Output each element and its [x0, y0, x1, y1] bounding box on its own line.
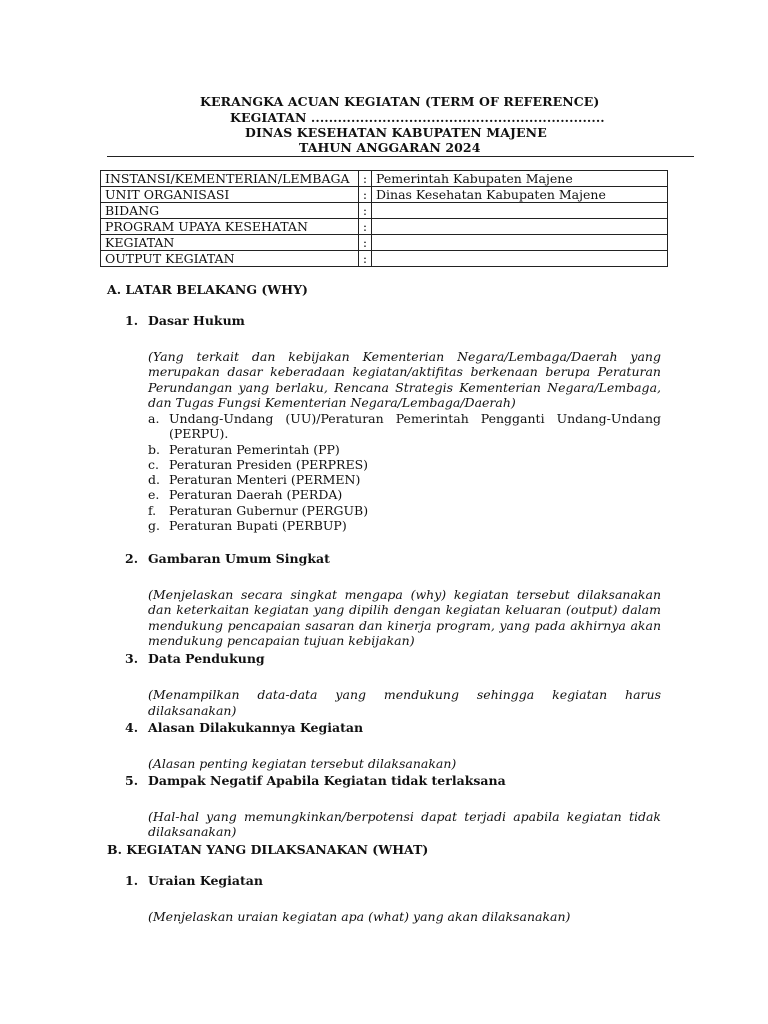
info-row — [101, 235, 668, 251]
document-title: KERANGKA ACUAN KEGIATAN (TERM OF REFERENCE) — [200, 94, 600, 109]
agency-heading: DINAS KESEHATAN KABUPATEN MAJENE — [245, 125, 547, 140]
subsection-uraian-kegiatan — [125, 873, 263, 888]
info-separator: : — [359, 251, 372, 267]
info-separator: : — [359, 203, 372, 219]
legal-basis-item — [148, 442, 661, 457]
info-value — [372, 235, 668, 251]
legal-basis-list — [148, 411, 661, 533]
info-value — [372, 203, 668, 219]
list-marker: g. — [148, 518, 160, 534]
info-label: BIDANG — [101, 203, 359, 219]
subsection-title: Uraian Kegiatan — [148, 873, 263, 888]
subsection-alasan — [125, 720, 363, 735]
list-marker: c. — [148, 456, 159, 472]
info-label: PROGRAM UPAYA KESEHATAN — [101, 219, 359, 235]
kegiatan-heading: KEGIATAN .................................................................. — [230, 110, 605, 125]
subsection-number: 4. — [125, 720, 139, 735]
list-item-text: Undang-Undang (UU)/Peraturan Pemerintah Pengganti Undang-Undang (PERPU). — [169, 411, 661, 442]
list-item-text: Peraturan Presiden (PERPRES) — [169, 456, 369, 472]
section-b-title: B. KEGIATAN YANG DILAKSANAKAN (WHAT) — [107, 842, 429, 857]
info-row — [101, 251, 668, 267]
list-item-text: Peraturan Daerah (PERDA) — [169, 487, 343, 503]
info-label: INSTANSI/KEMENTERIAN/LEMBAGA — [101, 171, 359, 187]
info-separator: : — [359, 219, 372, 235]
legal-basis-item — [148, 411, 661, 442]
list-item-text: Peraturan Gubernur (PERGUB) — [169, 502, 369, 518]
subsection-dampak-negatif — [125, 773, 506, 788]
subsection-data-pendukung — [125, 651, 265, 666]
info-row — [101, 219, 668, 235]
info-separator: : — [359, 171, 372, 187]
subsection-number: 1. — [125, 313, 139, 328]
info-table — [100, 170, 668, 267]
fiscal-year-heading: TAHUN ANGGARAN 2024 — [299, 140, 481, 155]
subsection-title: Gambaran Umum Singkat — [148, 551, 330, 566]
subsection-title: Alasan Dilakukannya Kegiatan — [148, 720, 364, 735]
info-label: UNIT ORGANISASI — [101, 187, 359, 203]
dasar-hukum-description: (Yang terkait dan kebijakan Kementerian Negara/Lembaga/Daerah yang merupakan dasar keberadaan kegiatan/aktifitas berkenaan berupa Peraturan Perundangan yang berlaku, Rencana Strategis Kementerian Negara/Lembaga, dan Tugas Fungsi Kementerian Negara/Lembaga/Daerah) — [148, 348, 661, 410]
info-separator: : — [359, 187, 372, 203]
list-marker: b. — [148, 441, 160, 457]
subsection-title: Data Pendukung — [148, 651, 265, 666]
subsection-number: 3. — [125, 651, 139, 666]
info-row — [101, 187, 668, 203]
legal-basis-item — [148, 457, 661, 472]
header-divider — [107, 156, 694, 157]
info-value — [372, 251, 668, 267]
list-item-text: Peraturan Pemerintah (PP) — [169, 441, 340, 457]
info-value: Dinas Kesehatan Kabupaten Majene — [372, 187, 668, 203]
section-a-title: A. LATAR BELAKANG (WHY) — [107, 282, 308, 297]
info-row — [101, 171, 668, 187]
info-label: OUTPUT KEGIATAN — [101, 251, 359, 267]
alasan-description: (Alasan penting kegiatan tersebut dilaksanakan) — [148, 755, 457, 771]
subsection-title: Dasar Hukum — [148, 313, 245, 328]
info-row — [101, 203, 668, 219]
subsection-number: 5. — [125, 773, 139, 788]
list-item-text: Peraturan Bupati (PERBUP) — [169, 518, 347, 534]
data-pendukung-description-line1: (Menampilkan data-data yang mendukung sehingga kegiatan harus — [148, 686, 661, 702]
subsection-number: 2. — [125, 551, 139, 566]
uraian-kegiatan-description: (Menjelaskan uraian kegiatan apa (what) yang akan dilaksanakan) — [148, 908, 571, 924]
info-value: Pemerintah Kabupaten Majene — [372, 171, 668, 187]
data-pendukung-description-line2: dilaksanakan) — [148, 702, 237, 718]
subsection-number: 1. — [125, 873, 139, 888]
subsection-dasar-hukum — [125, 313, 245, 328]
legal-basis-item — [148, 472, 661, 487]
subsection-gambaran-umum — [125, 551, 330, 566]
dampak-negatif-description: (Hal-hal yang memungkinkan/berpotensi dapat terjadi apabila kegiatan tidak dilaksanakan) — [148, 808, 661, 839]
list-marker: a. — [148, 411, 160, 426]
subsection-title: Dampak Negatif Apabila Kegiatan tidak terlaksana — [148, 773, 506, 788]
info-separator: : — [359, 235, 372, 251]
legal-basis-item — [148, 503, 661, 518]
list-marker: d. — [148, 472, 160, 488]
gambaran-umum-description: (Menjelaskan secara singkat mengapa (why) kegiatan tersebut dilaksanakan dan keterkaitan kegiatan yang dipilih dengan kegiatan keluaran (output) dalam mendukung pencapaian sasaran dan kinerja program, yang pada akhirnya akan mendukung pencapaian tujuan kebijakan) — [148, 586, 661, 648]
info-value — [372, 219, 668, 235]
list-marker: f. — [148, 502, 157, 518]
info-label: KEGIATAN — [101, 235, 359, 251]
list-item-text: Peraturan Menteri (PERMEN) — [169, 472, 361, 488]
list-marker: e. — [148, 487, 160, 503]
legal-basis-item — [148, 487, 661, 502]
legal-basis-item — [148, 518, 661, 533]
